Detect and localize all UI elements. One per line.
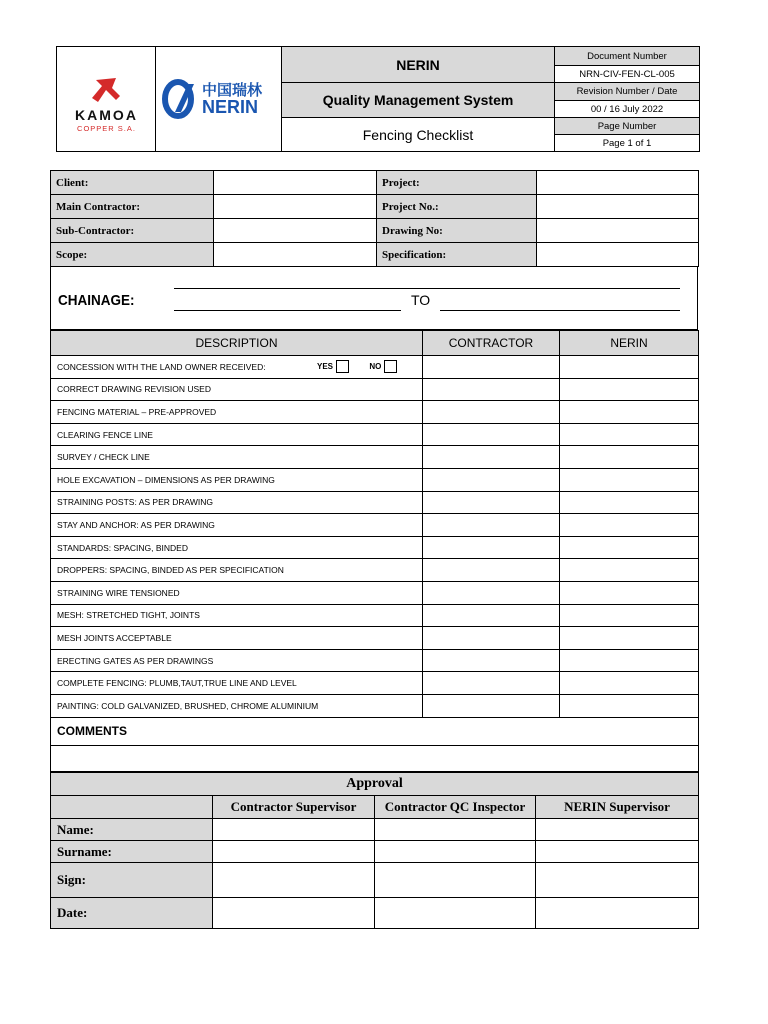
- checklist-item: STANDARDS: SPACING, BINDED: [51, 536, 423, 559]
- checklist-item: FENCING MATERIAL – PRE-APPROVED: [51, 401, 423, 424]
- qc-inspector-header: Contractor QC Inspector: [375, 796, 536, 819]
- no-label: NO: [369, 361, 382, 371]
- nerin-logo-en: NERIN: [201, 97, 258, 117]
- checklist-item: DROPPERS: SPACING, BINDED AS PER SPECIFICATION: [51, 559, 423, 582]
- nerin-logo: [156, 47, 282, 152]
- approval-table: [50, 772, 699, 929]
- comments-field[interactable]: [51, 745, 699, 771]
- qc-inspector-date-field[interactable]: [375, 898, 536, 929]
- nerin-cell[interactable]: [560, 536, 699, 559]
- surname-label: Surname:: [51, 841, 213, 863]
- table-row: [51, 841, 699, 863]
- nerin-supervisor-name-field[interactable]: [536, 819, 699, 841]
- table-row: [51, 559, 699, 582]
- nerin-cell[interactable]: [560, 559, 699, 582]
- nerin-cell[interactable]: [560, 672, 699, 695]
- drawing-no-field[interactable]: [537, 219, 699, 243]
- chainage-to-field[interactable]: [440, 310, 680, 311]
- contractor-cell[interactable]: [423, 559, 560, 582]
- contractor-cell[interactable]: [423, 491, 560, 514]
- specification-label: Specification:: [377, 243, 537, 267]
- project-no-field[interactable]: [537, 195, 699, 219]
- checklist-item: ERECTING GATES AS PER DRAWINGS: [51, 649, 423, 672]
- checklist-item: MESH JOINTS ACCEPTABLE: [51, 627, 423, 650]
- nerin-cell[interactable]: [560, 423, 699, 446]
- nerin-cell[interactable]: [560, 604, 699, 627]
- table-row: [51, 514, 699, 537]
- table-row: [51, 672, 699, 695]
- nerin-cell[interactable]: [560, 581, 699, 604]
- nerin-cell[interactable]: [560, 401, 699, 424]
- nerin-cell[interactable]: [560, 468, 699, 491]
- checklist-item: [51, 356, 423, 379]
- contractor-cell[interactable]: [423, 627, 560, 650]
- item-label: CONCESSION WITH THE LAND OWNER RECEIVED:: [57, 361, 266, 372]
- chainage-label: CHAINAGE:: [58, 292, 135, 309]
- checklist-item: HOLE EXCAVATION – DIMENSIONS AS PER DRAWING: [51, 468, 423, 491]
- contractor-cell[interactable]: [423, 446, 560, 469]
- chainage-section: [50, 266, 698, 330]
- date-label: Date:: [51, 898, 213, 929]
- qc-inspector-surname-field[interactable]: [375, 841, 536, 863]
- contractor-cell[interactable]: [423, 649, 560, 672]
- project-field[interactable]: [537, 171, 699, 195]
- main-contractor-field[interactable]: [214, 195, 377, 219]
- table-row: [51, 356, 699, 379]
- contractor-cell[interactable]: [423, 581, 560, 604]
- page-number-label: Page Number: [555, 118, 700, 135]
- comments-label: COMMENTS: [51, 717, 699, 745]
- sub-contractor-label: Sub-Contractor:: [51, 219, 214, 243]
- yes-checkbox[interactable]: [336, 360, 349, 373]
- contractor-header: CONTRACTOR: [423, 331, 560, 356]
- nerin-supervisor-header: NERIN Supervisor: [536, 796, 699, 819]
- contractor-cell[interactable]: [423, 356, 560, 379]
- table-row: [51, 863, 699, 898]
- table-row: [51, 898, 699, 929]
- doc-number-value: NRN-CIV-FEN-CL-005: [555, 66, 700, 83]
- nerin-logo-cn: 中国瑞林: [201, 81, 262, 99]
- table-row: [51, 604, 699, 627]
- contractor-cell[interactable]: [423, 694, 560, 717]
- specification-field[interactable]: [537, 243, 699, 267]
- qc-inspector-name-field[interactable]: [375, 819, 536, 841]
- contractor-supervisor-date-field[interactable]: [213, 898, 375, 929]
- table-row: [51, 446, 699, 469]
- contractor-supervisor-header: Contractor Supervisor: [213, 796, 375, 819]
- table-row: [51, 468, 699, 491]
- yes-label: YES: [317, 361, 334, 371]
- revision-label: Revision Number / Date: [555, 83, 700, 101]
- nerin-header: NERIN: [560, 331, 699, 356]
- kamoa-mark-icon: [58, 66, 155, 136]
- kamoa-logo-sub: COPPER S.A.: [76, 124, 136, 133]
- kamoa-logo: [57, 47, 156, 152]
- table-row: [51, 627, 699, 650]
- approval-title: Approval: [51, 773, 699, 796]
- table-row: [51, 694, 699, 717]
- main-contractor-label: Main Contractor:: [51, 195, 214, 219]
- client-label: Client:: [51, 171, 214, 195]
- scope-label: Scope:: [51, 243, 214, 267]
- checklist-item: STRAINING POSTS: AS PER DRAWING: [51, 491, 423, 514]
- sign-label: Sign:: [51, 863, 213, 898]
- company-name: NERIN: [282, 47, 555, 83]
- contractor-cell[interactable]: [423, 423, 560, 446]
- table-row: [51, 401, 699, 424]
- project-info-table: [50, 170, 699, 267]
- system-title: Quality Management System: [282, 83, 555, 118]
- checklist-item: PAINTING: COLD GALVANIZED, BRUSHED, CHROME ALUMINIUM: [51, 694, 423, 717]
- chainage-from-field[interactable]: [174, 310, 401, 311]
- qc-inspector-sign-field[interactable]: [375, 863, 536, 898]
- drawing-no-label: Drawing No:: [377, 219, 537, 243]
- checklist-item: CORRECT DRAWING REVISION USED: [51, 378, 423, 401]
- contractor-supervisor-sign-field[interactable]: [213, 863, 375, 898]
- contractor-supervisor-name-field[interactable]: [213, 819, 375, 841]
- approval-corner-cell: [51, 796, 213, 819]
- table-row: [51, 536, 699, 559]
- nerin-cell[interactable]: [560, 514, 699, 537]
- checklist-item: STRAINING WIRE TENSIONED: [51, 581, 423, 604]
- no-checkbox[interactable]: [384, 360, 397, 373]
- document-header: [56, 46, 700, 152]
- description-header: DESCRIPTION: [51, 331, 423, 356]
- table-row: [51, 491, 699, 514]
- chainage-to-label: TO: [411, 292, 431, 308]
- checklist-item: COMPLETE FENCING: PLUMB,TAUT,TRUE LINE AND LEVEL: [51, 672, 423, 695]
- scope-field[interactable]: [214, 243, 377, 267]
- nerin-supervisor-date-field[interactable]: [536, 898, 699, 929]
- contractor-cell[interactable]: [423, 536, 560, 559]
- nerin-cell[interactable]: [560, 378, 699, 401]
- contractor-cell[interactable]: [423, 401, 560, 424]
- project-no-label: Project No.:: [377, 195, 537, 219]
- table-row: [51, 378, 699, 401]
- checklist-table: [50, 330, 699, 772]
- sub-contractor-field[interactable]: [214, 219, 377, 243]
- chainage-upper-line: [174, 288, 680, 289]
- client-field[interactable]: [214, 171, 377, 195]
- checklist-item: MESH: STRETCHED TIGHT, JOINTS: [51, 604, 423, 627]
- nerin-cell[interactable]: [560, 627, 699, 650]
- checklist-item: CLEARING FENCE LINE: [51, 423, 423, 446]
- table-row: [51, 649, 699, 672]
- nerin-cell[interactable]: [560, 694, 699, 717]
- table-row: [51, 819, 699, 841]
- nerin-mark-icon: [158, 74, 280, 124]
- kamoa-logo-name: KAMOA: [74, 107, 138, 123]
- contractor-cell[interactable]: [423, 378, 560, 401]
- checklist-item: SURVEY / CHECK LINE: [51, 446, 423, 469]
- project-label: Project:: [377, 171, 537, 195]
- nerin-cell[interactable]: [560, 356, 699, 379]
- table-row: [51, 581, 699, 604]
- nerin-supervisor-surname-field[interactable]: [536, 841, 699, 863]
- nerin-cell[interactable]: [560, 446, 699, 469]
- nerin-supervisor-sign-field[interactable]: [536, 863, 699, 898]
- name-label: Name:: [51, 819, 213, 841]
- form-title: Fencing Checklist: [282, 118, 555, 152]
- nerin-cell[interactable]: [560, 649, 699, 672]
- revision-value: 00 / 16 July 2022: [555, 101, 700, 118]
- table-row: [51, 423, 699, 446]
- contractor-cell[interactable]: [423, 468, 560, 491]
- nerin-cell[interactable]: [560, 491, 699, 514]
- contractor-supervisor-surname-field[interactable]: [213, 841, 375, 863]
- contractor-cell[interactable]: [423, 604, 560, 627]
- doc-number-label: Document Number: [555, 47, 700, 66]
- checklist-item: STAY AND ANCHOR: AS PER DRAWING: [51, 514, 423, 537]
- contractor-cell[interactable]: [423, 672, 560, 695]
- contractor-cell[interactable]: [423, 514, 560, 537]
- page-number-value: Page 1 of 1: [555, 135, 700, 152]
